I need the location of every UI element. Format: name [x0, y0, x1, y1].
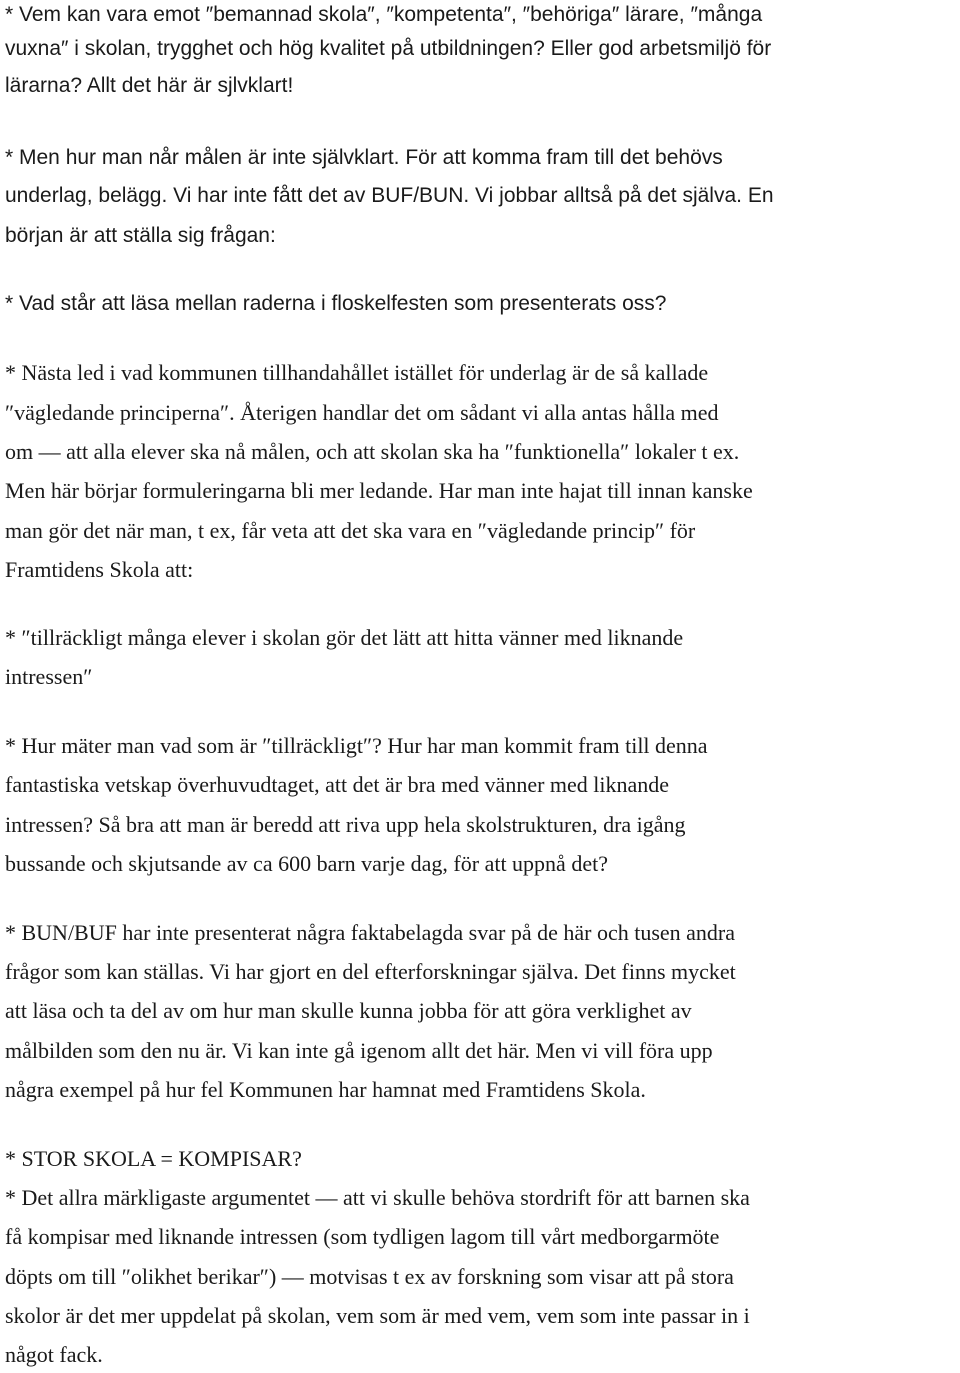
text-line: några exempel på hur fel Kommunen har hamnat med Framtidens Skola. — [5, 1077, 646, 1102]
text-line: bussande och skjutsande av ca 600 barn varje dag, för att uppnå det? — [5, 851, 608, 876]
text-line: * BUN/BUF har inte presenterat några faktabelagda svar på de här och tusen andra — [5, 920, 735, 945]
text-line: man gör det när man, t ex, får veta att det ska vara en ″vägledande princip″ för — [5, 518, 696, 543]
text-line: att läsa och ta del av om hur man skulle kunna jobba för att göra verklighet av — [5, 998, 692, 1023]
text-line: vuxna″ i skolan, trygghet och hög kvalitet på utbildningen? Eller god arbetsmiljö för — [5, 37, 772, 60]
text-line: om — att alla elever ska nå målen, och att skolan ska ha ″funktionella″ lokaler t ex. — [5, 439, 740, 464]
text-line: Men här börjar formuleringarna bli mer ledande. Har man inte hajat till innan kanske — [5, 478, 753, 503]
text-line: skolor är det mer uppdelat på skolan, vem som är med vem, vem som inte passar in i — [5, 1303, 750, 1328]
text-line: något fack. — [5, 1342, 103, 1367]
text-line: * ″tillräckligt många elever i skolan gör det lätt att hitta vänner med liknande — [5, 625, 684, 650]
text-line: * Men hur man når målen är inte självklart. För att komma fram till det behövs — [5, 146, 723, 169]
text-line: * Nästa led i vad kommunen tillhandahållet istället för underlag är de så kallade — [5, 360, 709, 385]
text-line: intressen″ — [5, 664, 93, 689]
text-line: * Vad står att läsa mellan raderna i floskelfesten som presenterats oss? — [5, 292, 667, 315]
text-line: intressen? Så bra att man är beredd att riva upp hela skolstrukturen, dra igång — [5, 812, 686, 837]
text-line: Framtidens Skola att: — [5, 557, 194, 582]
text-line: * Vem kan vara emot ″bemannad skola″, ″kompetenta″, ″behöriga″ lärare, ″många — [5, 3, 763, 26]
text-line: början är att ställa sig frågan: — [5, 224, 276, 247]
text-line: döpts om till ″olikhet berikar″) — motvisas t ex av forskning som visar att på stora — [5, 1264, 734, 1289]
text-line: ″vägledande principerna″. Återigen handlar det om sådant vi alla antas hålla med — [5, 400, 719, 425]
text-line: fantastiska vetskap överhuvudtaget, att det är bra med vänner med liknande — [5, 772, 670, 797]
text-line: * Hur mäter man vad som är ″tillräckligt″? Hur har man kommit fram till denna — [5, 733, 708, 758]
text-line: * STOR SKOLA = KOMPISAR? — [5, 1146, 302, 1171]
text-line: lärarna? Allt det här är sjlvklart! — [5, 74, 294, 97]
text-line: frågor som kan ställas. Vi har gjort en del efterforskningar själva. Det finns mycket — [5, 959, 736, 984]
text-line: underlag, belägg. Vi har inte fått det av BUF/BUN. Vi jobbar alltså på det själva. En — [5, 184, 774, 207]
text-line: få kompisar med liknande intressen (som tydligen lagom till vårt medborgarmöte — [5, 1224, 720, 1249]
text-line: målbilden som den nu är. Vi kan inte gå igenom allt det här. Men vi vill föra upp — [5, 1038, 713, 1063]
text-line: * Det allra märkligaste argumentet — att vi skulle behöva stordrift för att barnen ska — [5, 1185, 750, 1210]
